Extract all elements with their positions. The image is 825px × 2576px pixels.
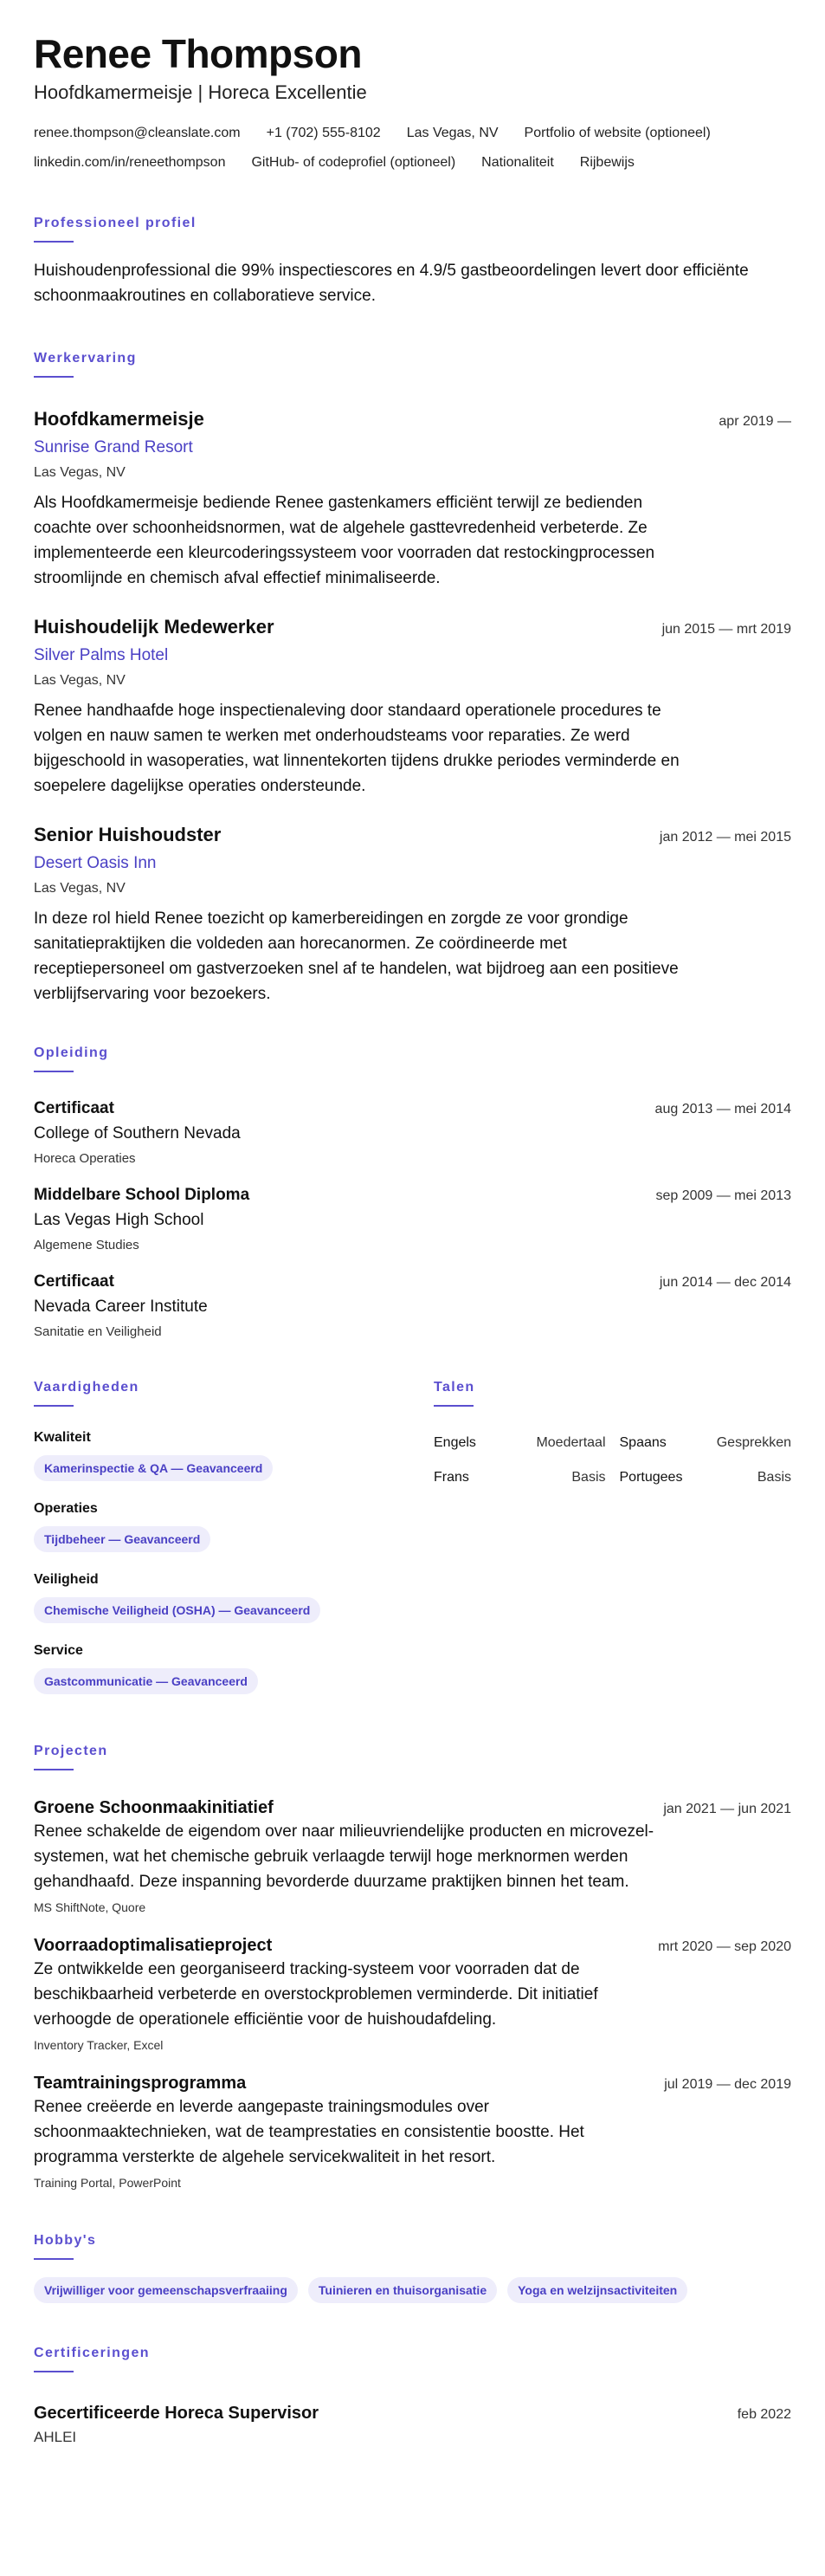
candidate-name: Renee Thompson [34,31,362,76]
language-item [434,1434,606,1452]
section-title: Talen [434,1380,475,1395]
certification-title: Gecertificeerde Horeca Supervisor [34,2404,319,2423]
education-school: College of Southern Nevada [34,1124,241,1142]
job-entry [34,407,791,591]
skill-chip: Gastcommunicatie — Geavanceerd [34,1668,258,1694]
skill-chip: Kamerinspectie & QA — Geavanceerd [34,1455,273,1481]
education-dates: sep 2009 — mei 2013 [655,1188,791,1203]
job-dates: apr 2019 — [719,414,791,429]
language-name: Spaans [619,1435,667,1450]
project-tools: MS ShiftNote, Quore [34,1900,146,1914]
language-name: Engels [434,1435,476,1450]
education-dates: aug 2013 — mei 2014 [654,1102,791,1116]
job-dates: jun 2015 — mrt 2019 [661,622,791,637]
hobbies-section [34,2232,791,2303]
job-entry [34,615,791,799]
language-list [434,1434,791,1486]
education-degree: Certificaat [34,1272,114,1291]
skill-category: Service [34,1643,83,1658]
section-divider [34,1769,74,1770]
language-level: Basis [571,1470,606,1485]
skill-category: Operaties [34,1501,98,1516]
project-entry [34,1934,791,2053]
section-divider [34,1071,74,1072]
skill-group [34,1642,434,1694]
section-title: Hobby's [34,2233,97,2248]
section-divider [34,2371,74,2372]
contact-drivers-license: Rijbewijs [579,155,635,170]
job-description: Renee handhaafde hoge inspectienaleving door standaard operationele procedures te volgen en nauw samen te werken met onderhoudsteams voor reparaties. Ze werd bijgeschoold in wasoperaties, wat linnentekorten tijdens drukke periodes verminderde en soepelere dagelijkse operaties ondersteunde. [34,702,680,795]
education-degree: Middelbare School Diploma [34,1186,250,1204]
education-field: Algemene Studies [34,1238,139,1252]
education-field: Horeca Operaties [34,1151,136,1166]
language-item [620,1434,792,1452]
hobby-chip: Yoga en welzijnsactiviteiten [507,2277,687,2303]
hobby-list [34,2277,791,2303]
contact-portfolio[interactable]: Portfolio of website (optioneel) [524,126,711,140]
section-title: Opleiding [34,1045,109,1060]
project-description: Renee creëerde en leverde aangepaste trainingsmodules over schoonmaaktechnieken, wat de teamprestaties en consistentie boostte. Het programma versterkte de algehele servicekwaliteit in het resort. [34,2098,584,2166]
hobby-chip: Vrijwilliger voor gemeenschapsverfraaiing [34,2277,298,2303]
candidate-headline: Hoofdkamermeisje | Horeca Excellentie [34,81,367,103]
job-description: Als Hoofdkamermeisje bediende Renee gastenkamers efficiënt terwijl ze bedienden coachte over schoonheidsnormen, wat de algehele gasttevredenheid verbeterde. Ze implementeerde een kleurcoderingssysteem voor voorraden dat restockingprocessen stroomlijnde en chemisch afval effectief minimaliseerde. [34,494,655,587]
project-title: Teamtrainingsprogramma [34,2074,247,2093]
job-entry [34,823,791,1006]
section-divider [434,1405,474,1407]
certification-issuer: AHLEI [34,2429,77,2445]
section-title: Certificeringen [34,2346,150,2360]
job-title: Senior Huishoudster [34,824,222,845]
education-entry [34,1098,791,1168]
project-title: Groene Schoonmaakinitiatief [34,1798,274,1817]
education-section [34,1045,791,1341]
contact-nationality: Nationaliteit [481,155,554,170]
resume-header [34,29,791,172]
skill-group [34,1429,434,1481]
section-divider [34,241,74,243]
language-level: Basis [757,1470,791,1485]
language-level: Gesprekken [716,1435,791,1450]
project-entry [34,1796,791,1915]
education-entry [34,1185,791,1254]
project-entry [34,2072,791,2191]
skills-languages-section [34,1379,791,1694]
profile-summary: Huishoudenprofessional die 99% inspectiescores en 4.9/5 gastbeoordelingen levert door efficiënte schoonmaakroutines en collaboratieve service. [34,262,749,305]
skill-chip: Chemische Veiligheid (OSHA) — Geavanceerd [34,1597,320,1623]
job-location: Las Vegas, NV [34,673,126,688]
education-dates: jun 2014 — dec 2014 [659,1275,791,1290]
projects-section [34,1743,791,2191]
skill-chip: Tijdbeheer — Geavanceerd [34,1526,210,1552]
job-location: Las Vegas, NV [34,881,126,896]
skill-category: Veiligheid [34,1572,99,1587]
contact-location: Las Vegas, NV [406,126,499,140]
language-item [434,1469,606,1486]
languages-column [434,1379,791,1694]
section-title: Professioneel profiel [34,216,197,230]
skill-group [34,1500,434,1552]
education-entry [34,1272,791,1341]
language-name: Frans [434,1470,469,1485]
project-title: Voorraadoptimalisatieproject [34,1936,273,1955]
education-field: Sanitatie en Veiligheid [34,1324,162,1339]
language-name: Portugees [619,1470,683,1485]
project-tools: Training Portal, PowerPoint [34,2176,181,2190]
education-school: Nevada Career Institute [34,1298,208,1316]
section-divider [34,1405,74,1407]
profile-section [34,215,791,308]
project-dates: jul 2019 — dec 2019 [664,2077,791,2092]
skills-column [34,1379,434,1694]
section-title: Vaardigheden [34,1380,139,1395]
language-level: Moedertaal [536,1435,606,1450]
project-description: Renee schakelde de eigendom over naar milieuvriendelijke producten en microvezel-systemen, wat het chemische gebruik verlaagde terwijl hoge merknormen werden gehandhaafd. Deze inspanning bevorderde duurzame praktijken binnen het team. [34,1822,654,1891]
certification-entry [34,2402,791,2447]
education-degree: Certificaat [34,1099,114,1117]
job-company: Desert Oasis Inn [34,854,157,872]
skill-group [34,1571,434,1623]
project-dates: mrt 2020 — sep 2020 [658,1939,791,1954]
contact-linkedin[interactable]: linkedin.com/in/reneethompson [34,155,226,170]
section-title: Werkervaring [34,351,137,366]
project-description: Ze ontwikkelde een georganiseerd tracking-systeem voor voorraden dat de beschikbaarheid verbeterde en overstockproblemen verminderde. Dit initiatief verhoogde de operationele efficiëntie voor de huishoudafdeling. [34,1960,598,2029]
language-item [620,1469,792,1486]
experience-section [34,350,791,1006]
project-dates: jan 2021 — jun 2021 [663,1802,791,1816]
job-title: Huishoudelijk Medewerker [34,616,274,638]
contact-phone[interactable]: +1 (702) 555-8102 [266,126,381,140]
job-title: Hoofdkamermeisje [34,408,204,430]
section-divider [34,2258,74,2260]
contact-email[interactable]: renee.thompson@cleanslate.com [34,126,241,140]
project-tools: Inventory Tracker, Excel [34,2038,164,2052]
job-location: Las Vegas, NV [34,465,126,480]
contact-list [34,125,791,172]
skill-category: Kwaliteit [34,1430,91,1445]
certification-date: feb 2022 [737,2407,791,2422]
section-divider [34,376,74,378]
job-description: In deze rol hield Renee toezicht op kamerbereidingen en zorgde ze voor grondige sanitatiepraktijken die voldeden aan horecanormen. Ze coördineerde met receptiepersoneel om gastverzoeken snel af te handelen, wat bijdroeg aan een positieve verblijfservaring voor bezoekers. [34,909,679,1003]
contact-github[interactable]: GitHub- of codeprofiel (optioneel) [251,155,456,170]
education-school: Las Vegas High School [34,1211,204,1229]
hobby-chip: Tuinieren en thuisorganisatie [308,2277,497,2303]
job-dates: jan 2012 — mei 2015 [659,830,791,845]
certifications-section [34,2345,791,2447]
job-company: Sunrise Grand Resort [34,438,193,456]
section-title: Projecten [34,1744,108,1758]
job-company: Silver Palms Hotel [34,646,169,664]
